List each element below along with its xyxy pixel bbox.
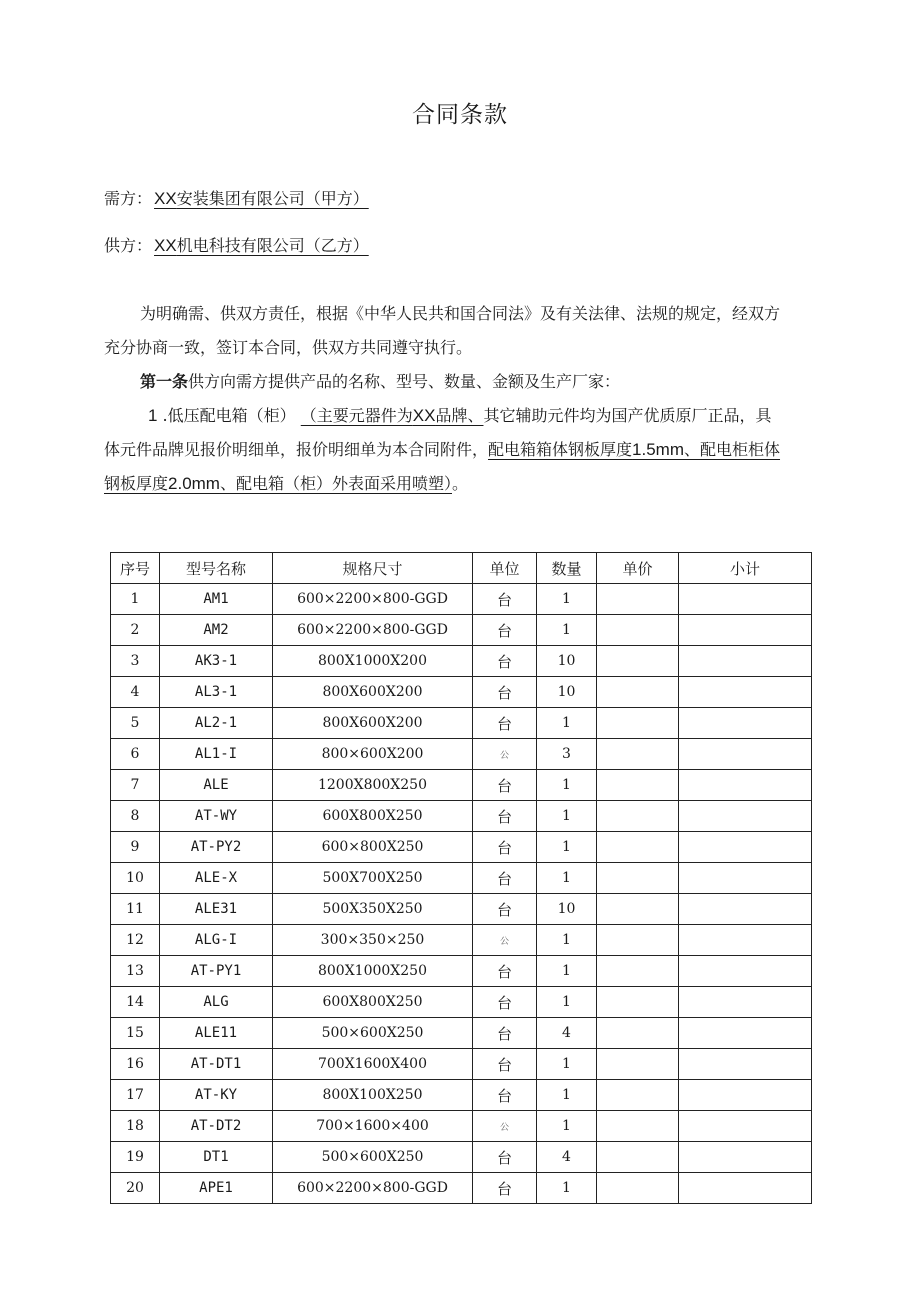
header-no: 序号 <box>111 553 160 584</box>
buyer-xx: XX <box>154 189 177 208</box>
cell-unit: 台 <box>473 1173 537 1204</box>
cell-subtotal <box>679 1080 812 1111</box>
cell-qty: 4 <box>537 1142 597 1173</box>
table-row <box>111 1142 812 1173</box>
document-title: 合同条款 <box>412 102 508 128</box>
cell-price <box>597 739 679 770</box>
seller-company: 机电科技有限公司（乙方） <box>176 236 369 255</box>
cell-price <box>597 925 679 956</box>
cell-no: 3 <box>111 646 160 677</box>
cell-subtotal <box>679 925 812 956</box>
cell-unit: 台 <box>473 987 537 1018</box>
cell-no: 11 <box>111 894 160 925</box>
seller-name <box>154 236 369 255</box>
cell-spec: 500×600X250 <box>273 1018 473 1049</box>
cell-spec: 800X100X250 <box>273 1080 473 1111</box>
intro-line-2: 充分协商一致，签订本合同，供双方共同遵守执行。 <box>104 338 473 357</box>
cell-spec: 300×350×250 <box>273 925 473 956</box>
cell-subtotal <box>679 1142 812 1173</box>
cell-model: DT1 <box>160 1142 273 1173</box>
cell-no: 20 <box>111 1173 160 1204</box>
cell-model: ALE11 <box>160 1018 273 1049</box>
table-row <box>111 708 812 739</box>
table-row <box>111 1049 812 1080</box>
item-1-thickness-b <box>104 474 452 493</box>
cell-spec: 500X350X250 <box>273 894 473 925</box>
cell-no: 10 <box>111 863 160 894</box>
cell-qty: 1 <box>537 863 597 894</box>
item-1-brand-post: 品牌、 <box>435 406 484 425</box>
cell-price <box>597 1080 679 1111</box>
table-row <box>111 832 812 863</box>
product-table <box>110 552 812 1204</box>
item-1-line-1 <box>104 399 824 433</box>
cell-unit: 台 <box>473 770 537 801</box>
cell-unit: 台 <box>473 956 537 987</box>
cell-unit: 台 <box>473 708 537 739</box>
cell-price <box>597 770 679 801</box>
cell-spec: 800X600X200 <box>273 708 473 739</box>
cell-no: 2 <box>111 615 160 646</box>
buyer-company: 安装集团有限公司（甲方） <box>176 189 369 208</box>
item-1-brand-pre: （主要元器件为 <box>300 406 413 425</box>
header-subtotal: 小计 <box>679 553 812 584</box>
cell-unit: 公 <box>473 739 537 770</box>
header-price: 单价 <box>597 553 679 584</box>
cell-price <box>597 708 679 739</box>
item-1-rest: 其它辅助元件均为国产优质原厂正品，具 <box>483 406 772 425</box>
table-row <box>111 615 812 646</box>
cell-price <box>597 894 679 925</box>
seller-line <box>104 233 369 256</box>
table-row <box>111 1018 812 1049</box>
cell-model: ALE <box>160 770 273 801</box>
cell-spec: 800X1000X200 <box>273 646 473 677</box>
table-row <box>111 770 812 801</box>
cell-subtotal <box>679 708 812 739</box>
header-unit: 单位 <box>473 553 537 584</box>
cell-price <box>597 615 679 646</box>
cell-unit: 台 <box>473 1018 537 1049</box>
cell-no: 15 <box>111 1018 160 1049</box>
buyer-line <box>104 186 369 209</box>
cell-spec: 800X600X200 <box>273 677 473 708</box>
cell-price <box>597 863 679 894</box>
cell-model: AM1 <box>160 584 273 615</box>
cell-price <box>597 1018 679 1049</box>
cell-model: ALE-X <box>160 863 273 894</box>
cell-price <box>597 584 679 615</box>
cell-unit: 公 <box>473 1111 537 1142</box>
cell-qty: 1 <box>537 584 597 615</box>
cell-subtotal <box>679 584 812 615</box>
table-header-row <box>111 553 812 584</box>
cell-no: 13 <box>111 956 160 987</box>
cell-unit: 台 <box>473 1080 537 1111</box>
table-row <box>111 739 812 770</box>
cell-subtotal <box>679 1018 812 1049</box>
cell-unit: 台 <box>473 1142 537 1173</box>
cell-spec: 600X800X250 <box>273 987 473 1018</box>
cell-qty: 1 <box>537 615 597 646</box>
table-row <box>111 894 812 925</box>
cell-subtotal <box>679 615 812 646</box>
cell-price <box>597 1173 679 1204</box>
cell-qty: 1 <box>537 987 597 1018</box>
item-1-thickness-a <box>488 440 780 459</box>
cell-unit: 公 <box>473 925 537 956</box>
cell-qty: 1 <box>537 925 597 956</box>
cell-model: AT-KY <box>160 1080 273 1111</box>
cell-model: AT-PY2 <box>160 832 273 863</box>
cell-spec: 600×2200×800-GGD <box>273 615 473 646</box>
seller-label: 供方： <box>104 236 153 255</box>
cell-qty: 1 <box>537 1049 597 1080</box>
cell-model: ALG <box>160 987 273 1018</box>
header-model: 型号名称 <box>160 553 273 584</box>
cell-price <box>597 956 679 987</box>
table-row <box>111 1173 812 1204</box>
cell-qty: 1 <box>537 1173 597 1204</box>
intro-line-1: 为明确需、供双方责任，根据《中华人民共和国合同法》及有关法律、法规的规定，经双方 <box>140 304 781 323</box>
article-1 <box>104 365 824 399</box>
cell-unit: 台 <box>473 863 537 894</box>
cell-unit: 台 <box>473 801 537 832</box>
table-row <box>111 925 812 956</box>
article-1-label: 第一条 <box>140 372 189 391</box>
cell-subtotal <box>679 863 812 894</box>
cell-price <box>597 1049 679 1080</box>
table-row <box>111 956 812 987</box>
cell-no: 19 <box>111 1142 160 1173</box>
cell-model: ALE31 <box>160 894 273 925</box>
article-1-text: 供方向需方提供产品的名称、型号、数量、金额及生产厂家： <box>188 372 621 391</box>
cell-subtotal <box>679 832 812 863</box>
cell-no: 6 <box>111 739 160 770</box>
cell-qty: 1 <box>537 832 597 863</box>
header-qty: 数量 <box>537 553 597 584</box>
table-row <box>111 677 812 708</box>
item-1-lead: .低压配电箱（柜） <box>157 406 296 425</box>
cell-model: AL3-1 <box>160 677 273 708</box>
cell-unit: 台 <box>473 832 537 863</box>
cell-qty: 3 <box>537 739 597 770</box>
cell-subtotal <box>679 646 812 677</box>
cell-model: AT-WY <box>160 801 273 832</box>
cell-model: AK3-1 <box>160 646 273 677</box>
cell-model: AL2-1 <box>160 708 273 739</box>
cell-no: 7 <box>111 770 160 801</box>
cell-spec: 700×1600×400 <box>273 1111 473 1142</box>
cell-price <box>597 987 679 1018</box>
cell-model: AL1-I <box>160 739 273 770</box>
item-1-thickness-a-tail: 、配电柜柜体 <box>684 440 781 459</box>
cell-unit: 台 <box>473 615 537 646</box>
item-1-line-2-plain: 体元件品牌见报价明细单，报价明细单为本合同附件， <box>104 440 489 459</box>
cell-subtotal <box>679 894 812 925</box>
table-body <box>111 584 812 1204</box>
cell-no: 14 <box>111 987 160 1018</box>
item-1-thickness-b-num: 2.0mm <box>168 474 220 493</box>
cell-no: 4 <box>111 677 160 708</box>
cell-subtotal <box>679 987 812 1018</box>
table-row <box>111 1080 812 1111</box>
cell-no: 17 <box>111 1080 160 1111</box>
cell-spec: 800×600X200 <box>273 739 473 770</box>
cell-qty: 4 <box>537 1018 597 1049</box>
cell-subtotal <box>679 956 812 987</box>
cell-no: 9 <box>111 832 160 863</box>
cell-unit: 台 <box>473 894 537 925</box>
table-row <box>111 584 812 615</box>
cell-no: 18 <box>111 1111 160 1142</box>
cell-unit: 台 <box>473 1049 537 1080</box>
cell-spec: 600×2200×800-GGD <box>273 584 473 615</box>
buyer-name <box>154 189 369 208</box>
cell-subtotal <box>679 739 812 770</box>
cell-spec: 800X1000X250 <box>273 956 473 987</box>
cell-spec: 600×800X250 <box>273 832 473 863</box>
item-1-number: 1 <box>148 406 158 425</box>
cell-subtotal <box>679 1049 812 1080</box>
item-1-thickness-a-text: 配电箱箱体钢板厚度 <box>488 440 633 459</box>
cell-spec: 500X700X250 <box>273 863 473 894</box>
cell-qty: 10 <box>537 894 597 925</box>
cell-spec: 500×600X250 <box>273 1142 473 1173</box>
table-row <box>111 987 812 1018</box>
cell-qty: 1 <box>537 708 597 739</box>
cell-price <box>597 832 679 863</box>
item-1-line-3-end: 。 <box>452 474 469 493</box>
cell-qty: 10 <box>537 646 597 677</box>
cell-spec: 600X800X250 <box>273 801 473 832</box>
cell-subtotal <box>679 770 812 801</box>
cell-spec: 700X1600X400 <box>273 1049 473 1080</box>
header-spec: 规格尺寸 <box>273 553 473 584</box>
cell-subtotal <box>679 677 812 708</box>
cell-no: 8 <box>111 801 160 832</box>
cell-qty: 10 <box>537 677 597 708</box>
intro-paragraph <box>104 297 824 501</box>
cell-no: 12 <box>111 925 160 956</box>
table-row <box>111 801 812 832</box>
cell-qty: 1 <box>537 770 597 801</box>
item-1-thickness-b-text: 钢板厚度 <box>104 474 169 493</box>
cell-qty: 1 <box>537 1111 597 1142</box>
cell-model: AT-PY1 <box>160 956 273 987</box>
cell-subtotal <box>679 1111 812 1142</box>
cell-model: AM2 <box>160 615 273 646</box>
cell-no: 5 <box>111 708 160 739</box>
cell-no: 16 <box>111 1049 160 1080</box>
cell-unit: 台 <box>473 677 537 708</box>
cell-model: ALG-I <box>160 925 273 956</box>
cell-model: AT-DT1 <box>160 1049 273 1080</box>
cell-subtotal <box>679 801 812 832</box>
cell-price <box>597 646 679 677</box>
buyer-label: 需方： <box>104 189 153 208</box>
cell-price <box>597 677 679 708</box>
cell-no: 1 <box>111 584 160 615</box>
cell-price <box>597 1111 679 1142</box>
item-1-brand-clause <box>301 406 484 425</box>
cell-price <box>597 1142 679 1173</box>
cell-qty: 1 <box>537 956 597 987</box>
cell-subtotal <box>679 1173 812 1204</box>
item-1-line-3 <box>104 467 824 501</box>
cell-unit: 台 <box>473 584 537 615</box>
table-row <box>111 646 812 677</box>
table-row <box>111 863 812 894</box>
cell-model: APE1 <box>160 1173 273 1204</box>
item-1-brand-xx: XX <box>412 406 436 425</box>
cell-spec: 600×2200×800-GGD <box>273 1173 473 1204</box>
item-1-thickness-a-num: 1.5mm <box>632 440 684 459</box>
cell-model: AT-DT2 <box>160 1111 273 1142</box>
cell-price <box>597 801 679 832</box>
cell-qty: 1 <box>537 801 597 832</box>
item-1-thickness-b-tail: 、配电箱（柜）外表面采用喷塑） <box>219 474 452 493</box>
table-row <box>111 1111 812 1142</box>
cell-unit: 台 <box>473 646 537 677</box>
item-1-line-2 <box>104 433 824 467</box>
seller-xx: XX <box>154 236 177 255</box>
cell-qty: 1 <box>537 1080 597 1111</box>
cell-spec: 1200X800X250 <box>273 770 473 801</box>
